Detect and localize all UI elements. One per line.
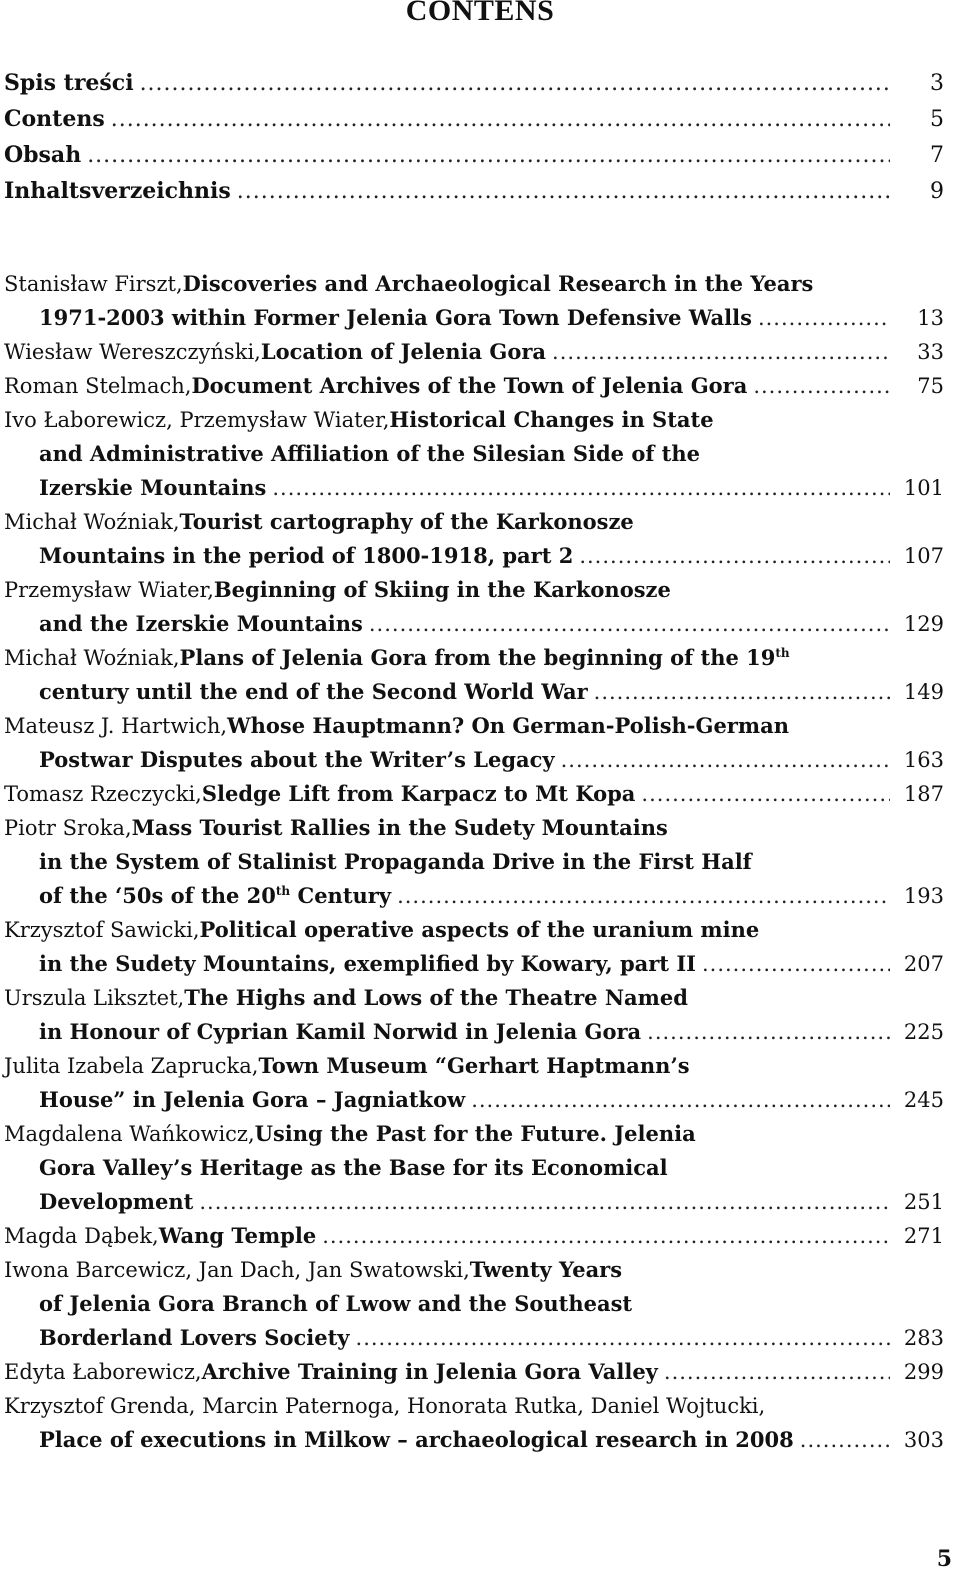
entry-title: Political operative aspects of the uranium mine — [199, 917, 760, 942]
entry-title: in Honour of Cyprian Kamil Norwid in Jelenia Gora — [39, 1019, 642, 1044]
toc-entry-line[interactable] — [4, 1389, 944, 1423]
leader-dots — [594, 675, 890, 709]
toc-entry-line[interactable] — [4, 437, 944, 471]
page-ref: 13 — [917, 306, 944, 330]
entry-title: Twenty Years — [469, 1257, 623, 1282]
entry-title: Borderland Lovers Society — [39, 1325, 350, 1350]
toc-entry-line[interactable] — [4, 1321, 944, 1355]
entry-title: Location of Jelenia Gora — [260, 339, 547, 364]
entry-author: Julita Izabela Zaprucka, — [4, 1054, 259, 1078]
entry-author: Wiesław Wereszczyński, — [4, 340, 261, 364]
toc-entry-line[interactable] — [4, 981, 944, 1015]
entry-title: Document Archives of the Town of Jelenia Gora — [191, 373, 748, 398]
entry-title: Spis treści — [4, 70, 134, 96]
entry-author: Piotr Sroka, — [4, 816, 132, 840]
entry-author: Urszula Liksztet, — [4, 986, 185, 1010]
page-ref: 193 — [903, 884, 944, 908]
entry-author: Michał Woźniak, — [4, 646, 180, 670]
toc-entry-line[interactable] — [4, 913, 944, 947]
toc-entry-line[interactable] — [4, 1253, 944, 1287]
toc-entry-line[interactable] — [4, 335, 944, 369]
entry-title: Whose Hauptmann? On German-Polish-German — [227, 713, 789, 738]
toc-entry-line[interactable] — [4, 743, 944, 777]
toc-entry-line[interactable] — [4, 267, 944, 301]
entry-title: Gora Valley’s Heritage as the Base for its Economical — [39, 1155, 668, 1180]
ordinal-suffix: th — [275, 884, 291, 898]
toc-entry-line[interactable] — [4, 1219, 944, 1253]
entry-title: and the Izerskie Mountains — [39, 611, 363, 636]
leader-dots — [111, 102, 890, 138]
entry-title: Sledge Lift from Karpacz to Mt Kopa — [201, 781, 636, 806]
leader-dots — [140, 66, 890, 102]
entry-author: Roman Stelmach, — [4, 374, 192, 398]
entry-author: Krzysztof Sawicki, — [4, 918, 200, 942]
entry-title: of Jelenia Gora Branch of Lwow and the Southeast — [39, 1291, 633, 1316]
page-ref: 75 — [917, 374, 944, 398]
entry-author: Tomasz Rzeczycki, — [4, 782, 202, 806]
toc-entry-line[interactable] — [4, 811, 944, 845]
leader-dots — [702, 947, 890, 981]
entry-title: Using the Past for the Future. Jelenia — [254, 1121, 696, 1146]
page-ref: 3 — [930, 71, 944, 96]
entry-author: Magda Dąbek, — [4, 1224, 159, 1248]
leader-dots — [552, 335, 890, 369]
page-ref: 187 — [903, 782, 944, 806]
leader-dots — [322, 1219, 890, 1253]
toc-entry[interactable] — [4, 65, 944, 101]
toc-entry-line[interactable] — [4, 1423, 944, 1457]
entry-title: Beginning of Skiing in the Karkonosze — [213, 577, 671, 602]
entry-title: Obsah — [4, 142, 82, 168]
toc-entry-line[interactable] — [4, 845, 944, 879]
entry-title: Wang Temple — [158, 1223, 317, 1248]
page-ref: 303 — [903, 1428, 944, 1452]
entry-title: Discoveries and Archaeological Research in the Years — [182, 271, 814, 296]
toc-entry[interactable] — [4, 101, 944, 137]
leader-dots — [356, 1321, 890, 1355]
page-ref: 225 — [903, 1020, 944, 1044]
entry-title-text: Plans of Jelenia Gora from the beginning of the 19 — [179, 645, 776, 670]
ordinal-suffix: th — [775, 646, 790, 660]
toc-entry-line[interactable] — [4, 369, 944, 403]
entry-author: Iwona Barcewicz, Jan Dach, Jan Swatowski, — [4, 1258, 470, 1282]
page-ref: 271 — [903, 1224, 944, 1248]
entry-author: Mateusz J. Hartwich, — [4, 714, 228, 738]
entry-title: Town Museum “Gerhart Haptmann’s — [258, 1053, 690, 1078]
entry-title: Place of executions in Milkow – archaeological research in 2008 — [39, 1427, 794, 1452]
page-ref: 299 — [903, 1360, 944, 1384]
page-ref: 149 — [903, 680, 944, 704]
toc-entry-line[interactable] — [4, 505, 944, 539]
leader-dots — [397, 879, 890, 913]
articles-list — [4, 267, 944, 1457]
page-title: CONTENS — [405, 0, 555, 27]
leader-dots — [753, 369, 890, 403]
entry-title: Izerskie Mountains — [39, 475, 267, 500]
toc-entry-line[interactable] — [4, 1287, 944, 1321]
entry-author: Michał Woźniak, — [4, 510, 180, 534]
entry-title: Development — [39, 1189, 194, 1214]
entry-title: House” in Jelenia Gora – Jagniatkow — [39, 1087, 466, 1112]
toc-entry-line[interactable] — [4, 301, 944, 335]
entry-title: Historical Changes in State — [389, 407, 714, 432]
leader-dots — [664, 1355, 890, 1389]
entry-title — [39, 879, 391, 913]
toc-entry-line[interactable] — [4, 947, 944, 981]
toc-entry-line[interactable] — [4, 1117, 944, 1151]
toc-entry-line[interactable] — [4, 1151, 944, 1185]
toc-entry-line[interactable] — [4, 539, 944, 573]
page-ref: 101 — [903, 476, 944, 500]
toc-entry-line[interactable] — [4, 879, 944, 913]
page-ref: 107 — [903, 544, 944, 568]
entry-title: Mass Tourist Rallies in the Sudety Mountains — [131, 815, 668, 840]
page-ref: 33 — [917, 340, 944, 364]
page-ref: 163 — [903, 748, 944, 772]
page-ref: 251 — [903, 1190, 944, 1214]
leader-dots — [471, 1083, 890, 1117]
toc-entry[interactable] — [4, 173, 944, 209]
entry-title: Mountains in the period of 1800-1918, part 2 — [39, 543, 574, 568]
entry-title: Postwar Disputes about the Writer’s Legacy — [39, 747, 555, 772]
page-number: 5 — [936, 1546, 952, 1572]
entry-title: 1971-2003 within Former Jelenia Gora Town Defensive Walls — [39, 305, 752, 330]
toc-entry-line[interactable] — [4, 1185, 944, 1219]
leader-dots — [758, 301, 890, 335]
leader-dots — [579, 539, 890, 573]
leader-dots — [87, 138, 890, 174]
entry-author: Magdalena Wańkowicz, — [4, 1122, 255, 1146]
leader-dots — [641, 777, 890, 811]
toc-entry-line[interactable] — [4, 1049, 944, 1083]
entry-title: The Highs and Lows of the Theatre Named — [184, 985, 688, 1010]
leader-dots — [369, 607, 890, 641]
entry-author: Ivo Łaborewicz, Przemysław Wiater, — [4, 408, 390, 432]
entry-title: Contens — [4, 106, 105, 132]
page-ref: 207 — [903, 952, 944, 976]
toc-entry[interactable] — [4, 137, 944, 173]
toc-entry-line[interactable] — [4, 777, 944, 811]
page-ref: 129 — [903, 612, 944, 636]
entry-title: century until the end of the Second World War — [39, 679, 588, 704]
toc-entry-line[interactable] — [4, 641, 944, 675]
leader-dots — [647, 1015, 890, 1049]
toc-entry-line[interactable] — [4, 607, 944, 641]
entry-author: Krzysztof Grenda, Marcin Paternoga, Honorata Rutka, Daniel Wojtucki, — [4, 1394, 766, 1418]
entry-author: Stanisław Firszt, — [4, 272, 183, 296]
toc-entry-line[interactable] — [4, 403, 944, 437]
page-ref: 7 — [930, 143, 944, 168]
entry-author: Edyta Łaborewicz, — [4, 1360, 202, 1384]
toc-entry-line[interactable] — [4, 1015, 944, 1049]
entry-title-text: of the ‘50s of the 20 — [39, 883, 276, 908]
leader-dots — [800, 1423, 890, 1457]
leader-dots — [272, 471, 890, 505]
entry-author: Przemysław Wiater, — [4, 578, 214, 602]
page-ref: 5 — [930, 107, 944, 132]
entry-title: and Administrative Affiliation of the Silesian Side of the — [39, 441, 701, 466]
toc-entry-line[interactable] — [4, 1083, 944, 1117]
entry-title: in the Sudety Mountains, exemplified by Kowary, part II — [39, 951, 696, 976]
entry-title: Tourist cartography of the Karkonosze — [179, 509, 634, 534]
leader-dots — [237, 174, 890, 210]
entry-title-text: Century — [290, 883, 392, 908]
toc-entry-line[interactable] — [4, 573, 944, 607]
leader-dots — [561, 743, 890, 777]
entry-title: Archive Training in Jelenia Gora Valley — [201, 1359, 658, 1384]
entry-title: in the System of Stalinist Propaganda Drive in the First Half — [39, 849, 752, 874]
entry-title — [180, 641, 790, 675]
toc-entry-line[interactable] — [4, 675, 944, 709]
front-matter-list — [4, 65, 944, 209]
toc-entry-line[interactable] — [4, 709, 944, 743]
page-ref: 283 — [903, 1326, 944, 1350]
toc-entry-line[interactable] — [4, 471, 944, 505]
leader-dots — [199, 1185, 890, 1219]
entry-title: Inhaltsverzeichnis — [4, 178, 231, 204]
toc-entry-line[interactable] — [4, 1355, 944, 1389]
page-ref: 9 — [930, 179, 944, 204]
page-ref: 245 — [903, 1088, 944, 1112]
